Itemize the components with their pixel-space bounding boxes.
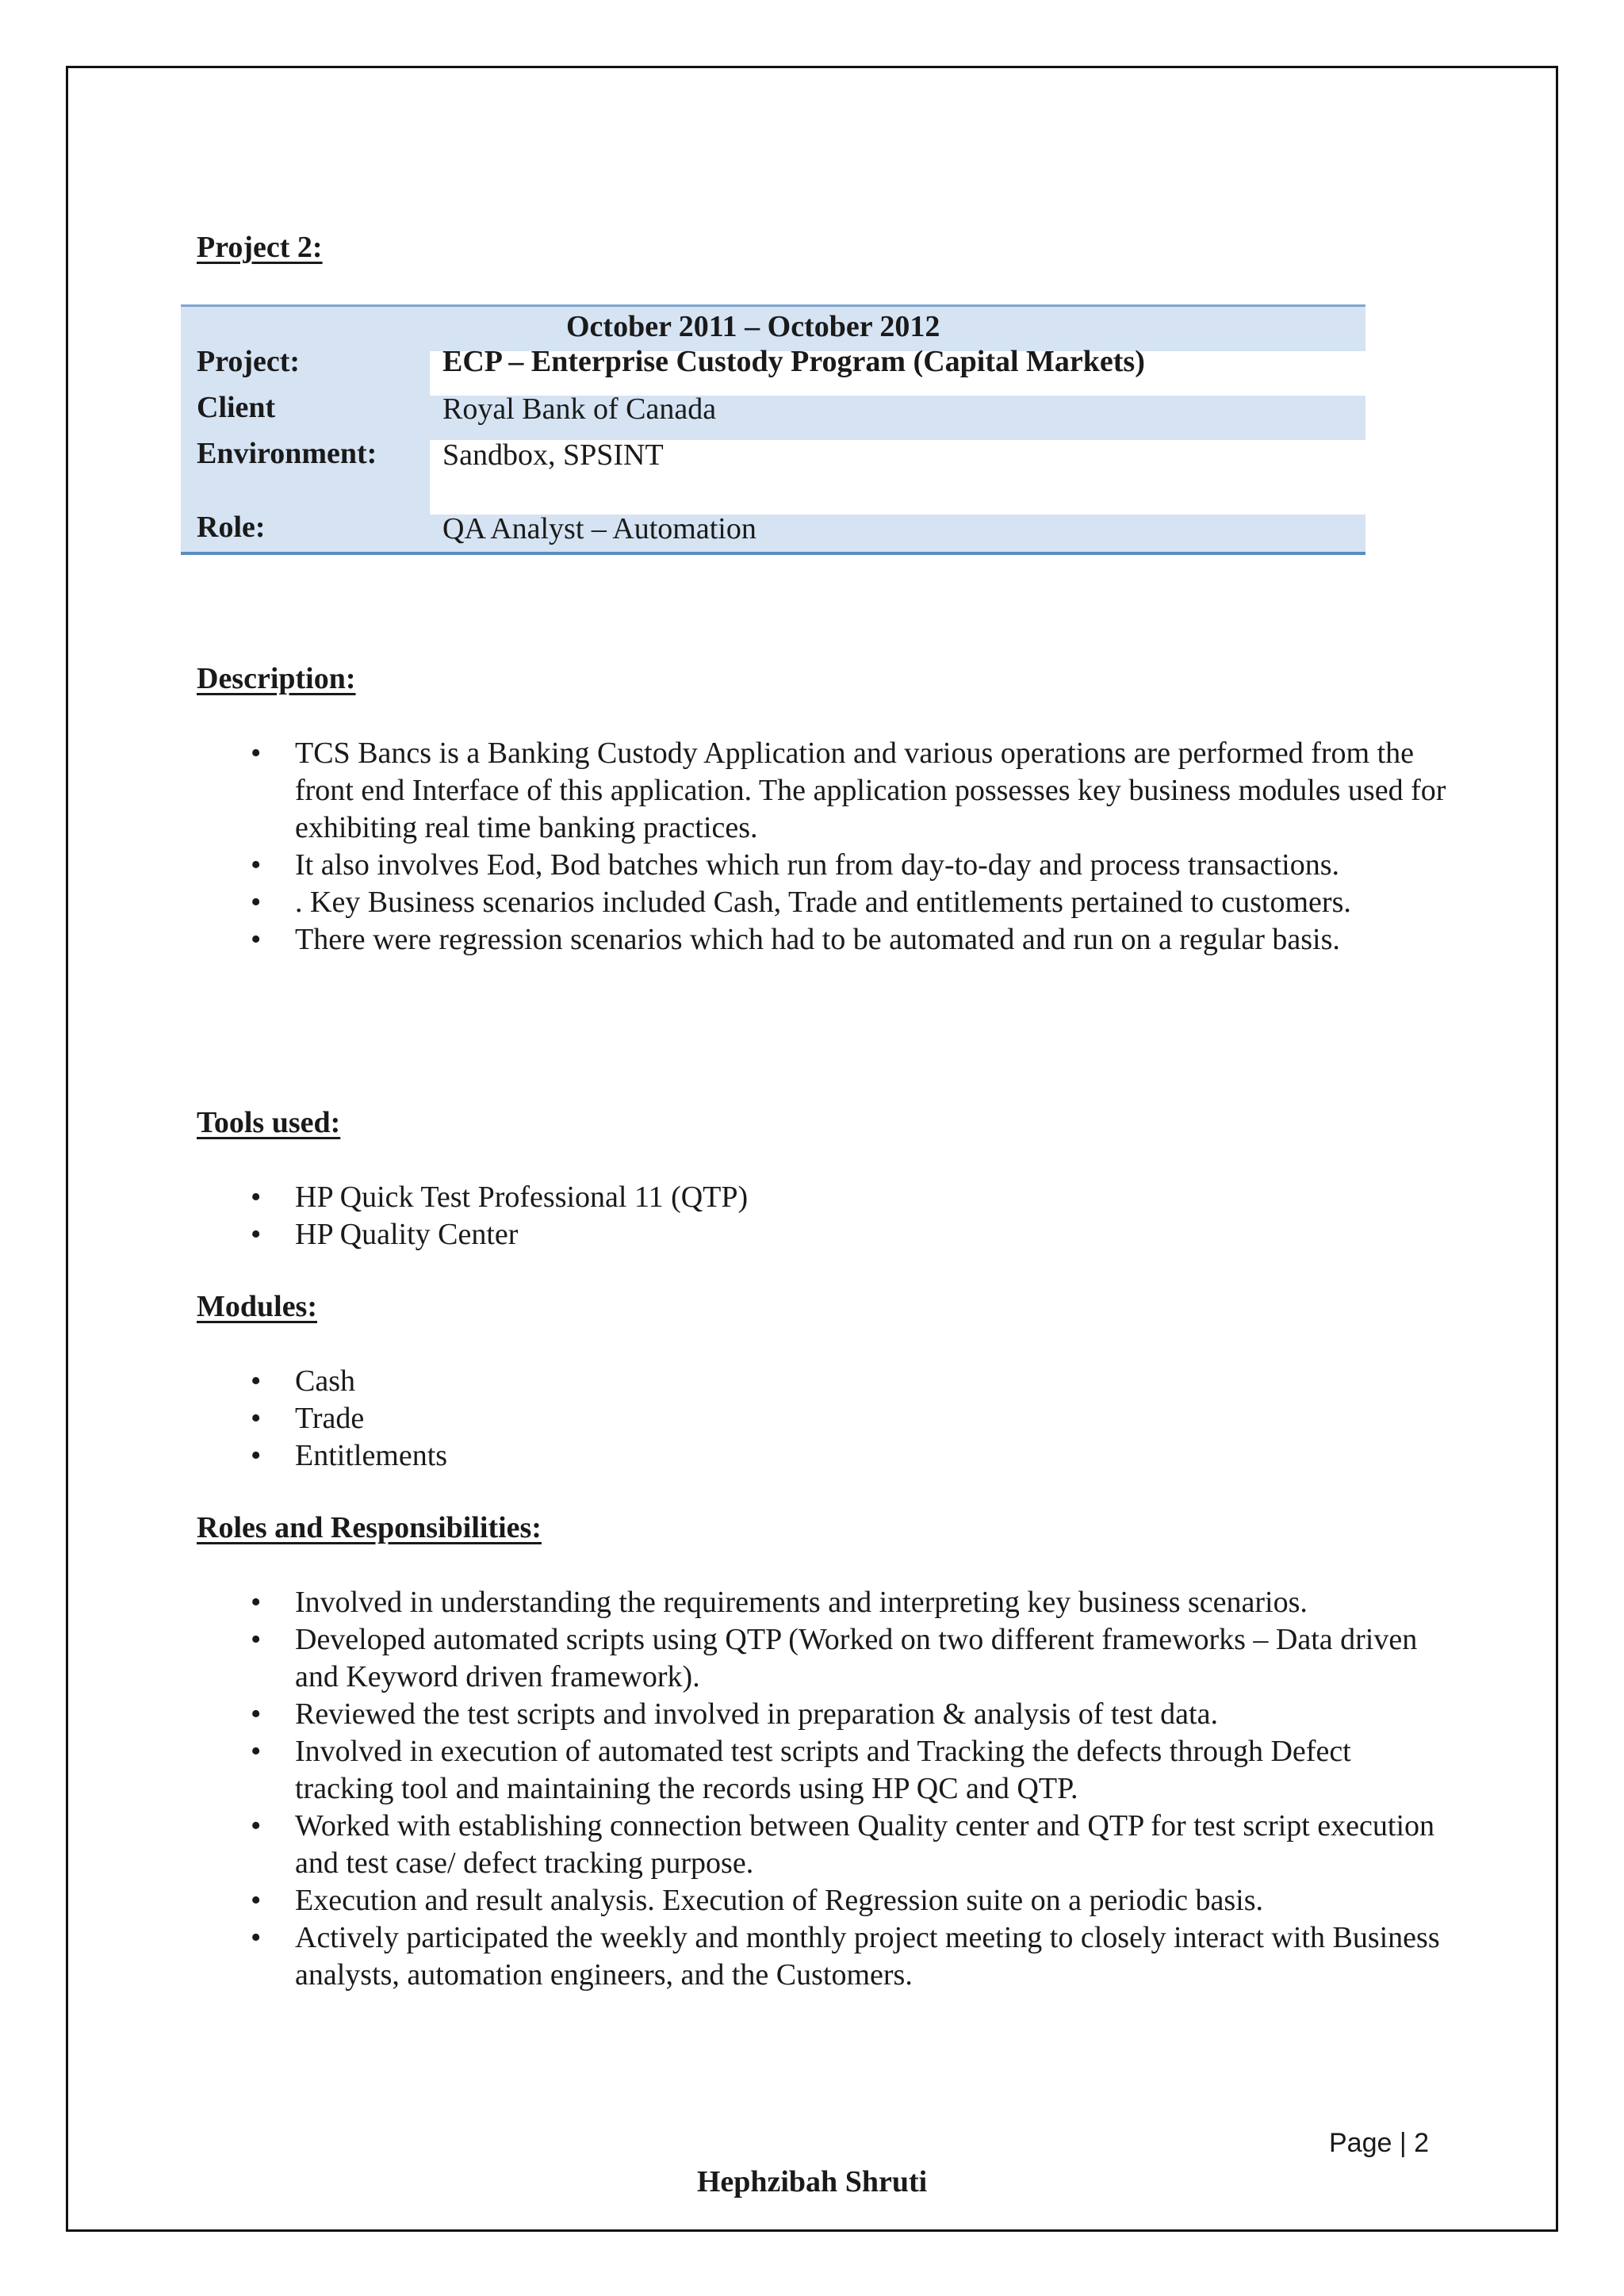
list-item: • Entitlements: [197, 1437, 1450, 1475]
tools-heading: Tools used:: [197, 1106, 341, 1139]
list-item: • Execution and result analysis. Execution of Regression suite on a periodic basis.: [197, 1882, 1450, 1919]
list-item: • It also involves Eod, Bod batches which run from day-to-day and process transactions.: [197, 847, 1450, 884]
list-item: • HP Quick Test Professional 11 (QTP): [197, 1179, 1450, 1216]
value-environment: Sandbox, SPSINT: [442, 438, 664, 472]
page-number: Page | 2: [1329, 2128, 1430, 2158]
list-item: • Worked with establishing connection between Quality center and QTP for test script execution and test case/ defect tracking purpose.: [197, 1808, 1450, 1882]
label-environment: Environment:: [197, 437, 377, 470]
list-item: • TCS Bancs is a Banking Custody Application and various operations are performed from the front end Interface of this application. The application possesses key business modules used for exhibiting real time banking practices.: [197, 735, 1450, 847]
list-item: • There were regression scenarios which had to be automated and run on a regular basis.: [197, 921, 1450, 959]
list-item: • Developed automated scripts using QTP (Worked on two different frameworks – Data driven and Keyword driven framework).: [197, 1621, 1450, 1696]
value-project: ECP – Enterprise Custody Program (Capital Markets): [442, 345, 1145, 378]
modules-heading: Modules:: [197, 1290, 317, 1323]
value-role: QA Analyst – Automation: [442, 512, 756, 545]
roles-list: [197, 1584, 1450, 1994]
description-list: [197, 735, 1450, 959]
project-table: [181, 304, 1365, 555]
tools-list: [197, 1179, 1450, 1253]
value-client: Royal Bank of Canada: [442, 392, 717, 426]
list-item: • Involved in execution of automated test scripts and Tracking the defects through Defect tracking tool and maintaining the records using HP QC and QTP.: [197, 1733, 1450, 1808]
label-role: Role:: [197, 511, 266, 544]
list-item: • Actively participated the weekly and monthly project meeting to closely interact with Business analysts, automation engineers, and the Customers.: [197, 1919, 1450, 1994]
list-item: • Reviewed the test scripts and involved in preparation & analysis of test data.: [197, 1696, 1450, 1733]
label-project: Project:: [197, 345, 301, 378]
project-dates: October 2011 – October 2012: [566, 310, 940, 343]
list-item: • Cash: [197, 1363, 1450, 1400]
table-bottom-rule: [181, 552, 1365, 555]
footer-author-name: Hephzibah Shruti: [696, 2165, 928, 2198]
modules-list: [197, 1363, 1450, 1475]
list-item: • Trade: [197, 1400, 1450, 1437]
label-client: Client: [197, 391, 276, 424]
roles-heading: Roles and Responsibilities:: [197, 1511, 542, 1544]
list-item: • . Key Business scenarios included Cash, Trade and entitlements pertained to customers.: [197, 884, 1450, 921]
project-heading: Project 2:: [197, 231, 323, 264]
description-heading: Description:: [197, 662, 356, 695]
list-item: • HP Quality Center: [197, 1216, 1450, 1253]
list-item: • Involved in understanding the requirements and interpreting key business scenarios.: [197, 1584, 1450, 1621]
